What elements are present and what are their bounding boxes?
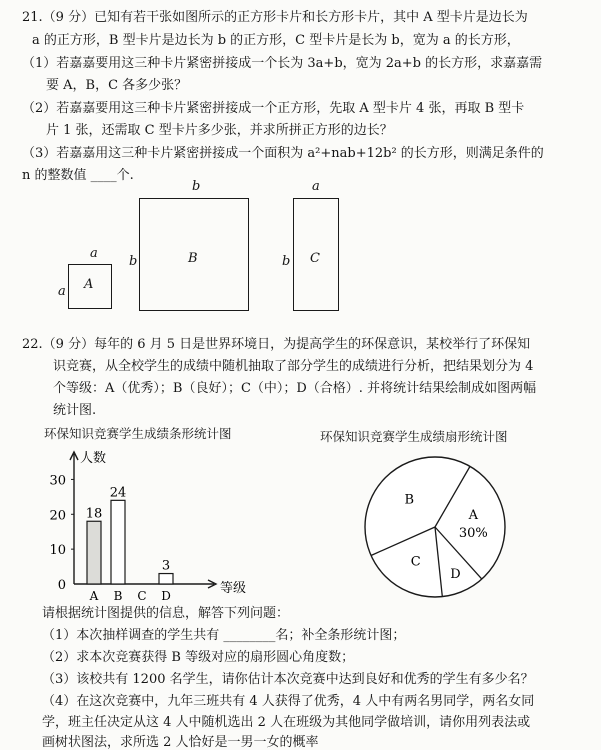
q21-part3-line1: （3）若嘉嘉用这三种卡片紧密拼接成一个面积为 a²+nab+12b² 的长方形，则满足条件的 [22,146,544,161]
pie-chart [360,452,510,602]
y-axis-label: 人数 [80,451,107,466]
x-tick-label: A [89,589,99,603]
y-tick-label: 10 [49,543,66,559]
q21-part1-line1: （1）若嘉嘉要用这三种卡片紧密拼接成一个长为 3a+b，宽为 2a+b 的长方形，求嘉嘉需 [22,56,543,71]
q21-part2-line2: 片 1 张，还需取 C 型卡片多少张，并求所拼正方形的边长？ [46,123,393,138]
y-tick-label: 30 [49,473,66,489]
q21-part3-line2: n 的整数值 ____个. [22,168,134,183]
q22-sub4-line2: 学，班主任决定从这 4 人中随机选出 2 人在班级为其他同学做培训，请你用列表法或 [42,715,531,730]
card-b-top-label: b [192,179,201,194]
card-a-name: A [84,277,94,292]
q21-part1-line2: 要 A，B，C 各多少张？ [46,78,188,93]
q21-part2-line1: （2）若嘉嘉要用这三种卡片紧密拼接成一个正方形，先取 A 型卡片 4 张，再取 B 型卡 [22,101,525,116]
q22-line4: 统计图. [53,403,97,418]
q22-line2: 识竞赛，从全校学生的成绩中随机抽取了部分学生的成绩进行分析，把结果划分为 4 [53,359,534,374]
card-a-top-label: a [90,246,98,261]
x-axis-label: 等级 [220,581,247,596]
y-tick-label: 0 [57,578,66,593]
q22-line1: 22.（9 分）每年的 6 月 5 日是世界环境日，为提高学生的环保意识，某校举行了环保知 [22,337,531,352]
pie-chart-title: 环保知识竞赛学生成绩扇形统计图 [320,429,508,444]
card-a [68,264,112,309]
bar-value-label: 3 [161,558,171,574]
x-tick-label: B [113,589,123,603]
bar-d [159,574,173,584]
x-tick-label: C [137,589,147,603]
card-c-name: C [310,251,320,266]
q22-sub1: （1）本次抽样调查的学生共有 ________名；补全条形统计图； [42,628,406,643]
q21-line2: a 的正方形，B 型卡片是边长为 b 的正方形，C 型卡片是长为 b，宽为 a 的长方形， [32,33,520,48]
q22-sub3: （3）该校共有 1200 名学生，请你估计本次竞赛中达到良好和优秀的学生有多少名？ [42,672,534,687]
q22-sub2: （2）求本次竞赛获得 B 等级对应的扇形圆心角度数； [42,650,355,665]
bar-chart-title: 环保知识竞赛学生成绩条形统计图 [44,426,232,441]
card-c-top-label: a [312,179,320,194]
card-b [139,198,249,311]
pie-label-c: C [410,554,421,570]
card-b-side-label: b [129,254,138,269]
card-c [293,198,339,311]
bar-chart [36,444,276,606]
q22-sub4-line1: （4）在这次竞赛中，九年三班共有 4 人获得了优秀，4 人中有两名男同学，两名女同 [42,694,535,709]
pie-percent-label-a: 30% [458,525,488,541]
card-a-side-label: a [58,284,66,299]
pie-label-b: B [404,492,415,508]
bar-value-label: 18 [85,506,103,522]
bar-a [87,521,101,584]
pie-label-d: D [450,567,461,583]
x-tick-label: D [161,589,171,603]
card-c-side-label: b [282,254,291,269]
bar-b [111,500,125,584]
y-tick-label: 20 [49,508,66,524]
q22-line3: 个等级：A（优秀）；B（良好）；C（中）；D（合格）. 并将统计结果绘制成如图两幅 [53,381,537,396]
q22-prompt: 请根据统计图提供的信息，解答下列问题： [42,606,290,621]
q21-line1: 21.（9 分）已知有若干张如图所示的正方形卡片和长方形卡片，其中 A 型卡片是边长为 [22,10,528,25]
card-b-name: B [188,251,198,266]
pie-label-a: A [468,507,478,523]
q22-sub4-line3: 画树状图法，求所选 2 人恰好是一男一女的概率 [42,735,319,750]
bar-value-label: 24 [109,485,127,501]
